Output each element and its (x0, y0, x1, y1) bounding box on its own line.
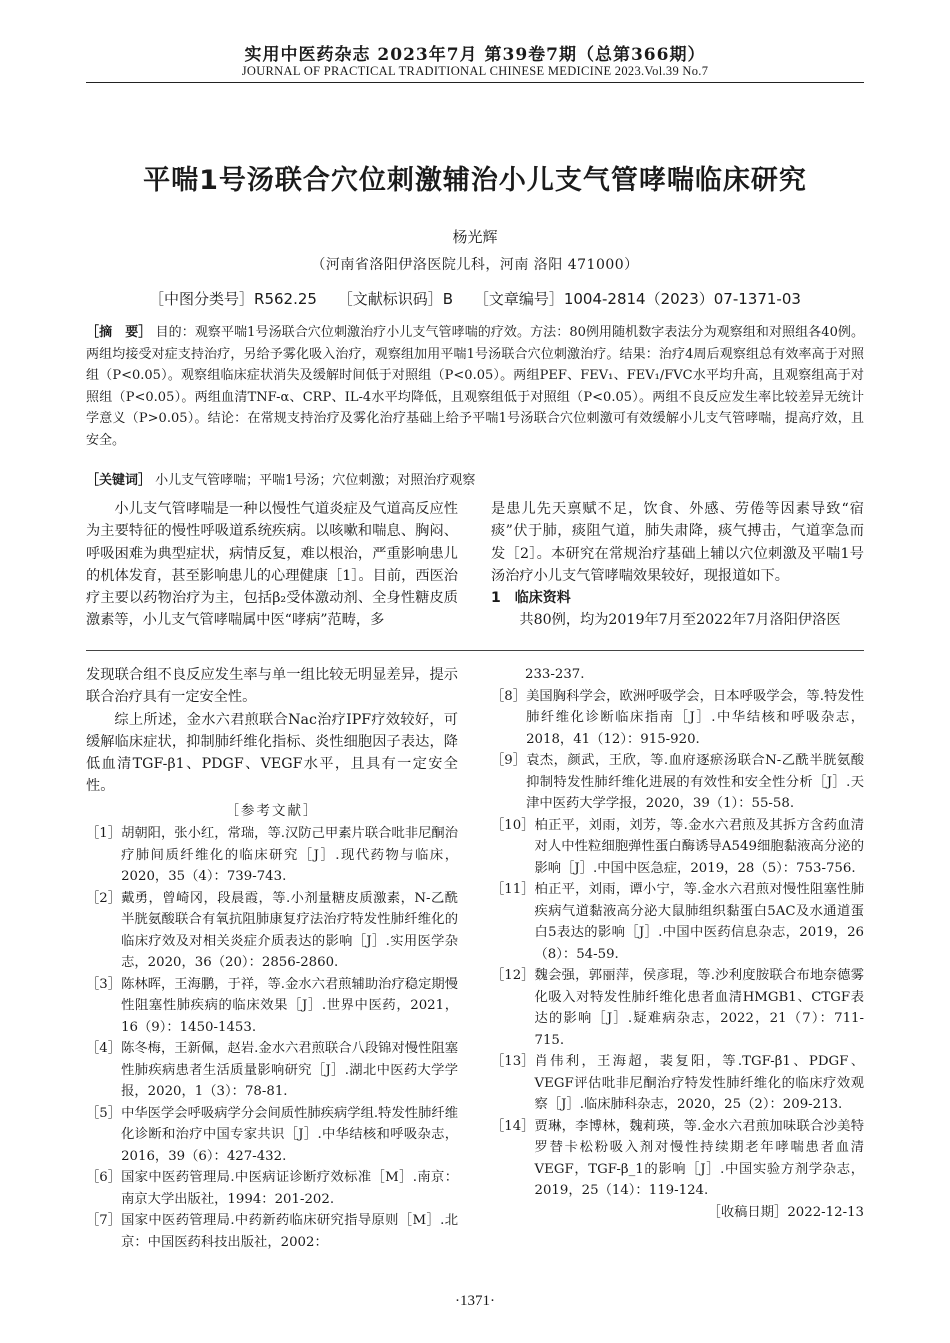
lower-right-column (491, 664, 864, 1223)
reference-text: 陈冬梅，王新佩，赵岩.金水六君煎联合八段锦对慢性阻塞性肺疾病患者生活质量影响研究［J］.湖北中医药大学学报，2020，1（3）：78-81. (121, 1041, 458, 1100)
abstract (86, 322, 864, 451)
reference-item (491, 750, 864, 815)
reference-text: 魏会强，郭丽萍，侯彦琨，等.沙利度胺联合布地奈德雾化吸入对特发性肺纤维化患者血清HMGB1、CTGF表达的影响［J］.疑难病杂志，2022，21（7）：711-715. (534, 968, 864, 1048)
reference-item (86, 1038, 458, 1103)
reference-item (86, 974, 458, 1039)
reference-item (491, 1051, 864, 1116)
reference-list-right (491, 686, 864, 1202)
reference-item (491, 815, 864, 880)
reference-item (86, 1167, 458, 1210)
reference-item (86, 823, 458, 888)
classification-line (0, 288, 950, 309)
reference-text: 柏正平，刘雨，谭小宁，等.金水六君煎对慢性阻塞性肺疾病气道黏液高分泌大鼠肺组织黏蛋白5AC及水通道蛋白5表达的影响［J］.中国中医药信息杂志，2019，26（8）：54-59. (534, 882, 864, 962)
reference-number: ［11］ (491, 882, 535, 897)
reference-number: ［12］ (491, 968, 535, 983)
reference-number: ［10］ (491, 817, 535, 833)
reference-text: 戴勇，曾崎冈，段晨霞，等.小剂量糖皮质激素，N-乙酰半胱氨酸联合有氧抗阻肺康复疗法治疗特发性肺纤维化的临床疗效及对相关炎症介质表达的影响［J］.实用医学杂志，2020，36（20）：2856-2860. (121, 890, 458, 971)
intro-paragraph: 小儿支气管哮喘是一种以慢性气道炎症及气道高反应性为主要特征的慢性呼吸道系统疾病。以咳嗽和喘息、胸闷、呼吸困难为典型症状，病情反复，难以根治，严重影响患儿的机体发育，甚至影响患儿的心理健康［1］。目前，西医治疗主要以药物治疗为主，包括β₂受体激动剂、全身性糖皮质激素等，小儿支气管哮喘属中医“哮病”范畴，多 (86, 501, 458, 629)
keywords (86, 470, 864, 491)
intro-paragraph-continued: 是患儿先天禀赋不足，饮食、外感、劳倦等因素导致“宿痰”伏于肺，痰阻气道，肺失肃降，痰气搏击，气道挛急而发［2］。本研究在常规治疗基础上辅以穴位刺激及平喘1号汤治疗小儿支气管哮喘效果较好，现报道如下。 (491, 501, 864, 584)
reference-item (491, 686, 864, 751)
reference-text: 贾琳，李博林，魏莉瑛，等.金水六君煎加味联合沙美特罗替卡松粉吸入剂对慢性持续期老年哮喘患者血清VEGF，TGF-β_1的影响［J］.中国实验方剂学杂志，2019，25（14）：119-124. (534, 1118, 864, 1198)
reference-item (491, 965, 864, 1051)
page-number: ·1371· (455, 1293, 495, 1309)
reference-item (491, 879, 864, 965)
reference-text: 胡朝阳，张小红，常瑞，等.汉防己甲素片联合吡非尼酮治疗肺间质纤维化的临床研究［J］.现代药物与临床，2020，35（4）：739-743. (121, 826, 458, 885)
reference-number: ［4］ (86, 1041, 122, 1057)
reference-text: 陈林晖，王海鹏，于祥，等.金水六君煎辅助治疗稳定期慢性阻塞性肺疾病的临床效果［J］.世界中医药，2021，16（9）：1450-1453. (121, 976, 458, 1035)
document-code: ［文献标识码］B (337, 290, 454, 308)
reference-number: ［7］ (86, 1213, 122, 1229)
section-paragraph: 共80例，均为2019年7月至2022年7月洛阳伊洛医 (519, 612, 841, 629)
reference-text: 国家中医药管理局.中医病证诊断疗效标准［M］.南京：南京大学出版社，1994：201-202. (121, 1170, 458, 1207)
reference-text: 肖伟利，王海超，裴复阳，等.TGF-β1、PDGF、VEGF评估吡非尼酮治疗特发性肺纤维化的临床疗效观察［J］.临床肺科杂志，2020，25（2）：209-213. (534, 1054, 864, 1112)
continuation-paragraph: 发现联合组不良反应发生率与单一组比较无明显差异，提示联合治疗具有一定安全性。 (86, 667, 458, 706)
article-number: ［文章编号］1004-2814（2023）07-1371-03 (473, 290, 801, 308)
section-divider (86, 650, 864, 651)
reference-number: ［5］ (86, 1105, 122, 1121)
reference-item (86, 1210, 458, 1253)
reference-text: 国家中医药管理局.中药新药临床研究指导原则［M］.北京：中国医药科技出版社，2002： (121, 1213, 458, 1250)
reference-item (86, 1103, 458, 1168)
intro-right-column (491, 498, 864, 632)
reference-number: ［13］ (491, 1054, 535, 1069)
reference-number: ［6］ (86, 1170, 122, 1186)
reference-text: 柏正平，刘雨，刘芳，等.金水六君煎及其拆方含药血清对人中性粒细胞弹性蛋白酶诱导A549细胞黏液高分泌的影响［J］.中国中医急症，2019，28（5）：753-756. (534, 817, 864, 876)
reference-number: ［9］ (491, 753, 527, 768)
reference-text: 美国胸科学会，欧洲呼吸学会，日本呼吸学会，等.特发性肺纤维化诊断临床指南［J］.中华结核和呼吸杂志，2018，41（12）：915-920. (526, 688, 864, 747)
reference-number: ［1］ (86, 826, 122, 842)
author: 杨光辉 (452, 228, 498, 246)
journal-header-cn: 实用中医药杂志 2023年7月 第39卷7期（总第366期） (244, 45, 706, 65)
keywords-label: ［关键词］ (86, 473, 152, 488)
references-heading: ［参考文献］ (225, 802, 319, 819)
conclusion-paragraph: 综上所述，金水六君煎联合Nac治疗IPF疗效较好，可缓解临床症状，抑制肺纤维化指标、炎性细胞因子表达，降低血清TGF-β1、PDGF、VEGF水平，且具有一定安全性。 (86, 711, 458, 795)
reference-item (86, 888, 458, 974)
header-rule (86, 82, 864, 83)
journal-header-en: JOURNAL OF PRACTICAL TRADITIONAL CHINESE MEDICINE 2023.Vol.39 No.7 (241, 64, 709, 78)
reference-number: ［3］ (86, 976, 122, 992)
reference-text: 中华医学会呼吸病学分会间质性肺疾病学组.特发性肺纤维化诊断和治疗中国专家共识［J］.中华结核和呼吸杂志，2016，39（6）：427-432. (121, 1105, 458, 1164)
article-title: 平喘1号汤联合穴位刺激辅治小儿支气管哮喘临床研究 (143, 165, 807, 196)
affiliation: （河南省洛阳伊洛医院儿科，河南 洛阳 471000） (311, 257, 639, 273)
reference-item (491, 1116, 864, 1202)
reference-continuation: 233-237. (525, 667, 585, 682)
reference-number: ［14］ (491, 1118, 535, 1134)
reference-number: ［8］ (491, 688, 527, 704)
intro-left-column (86, 498, 458, 632)
reference-list-left (86, 823, 458, 1253)
clc-number: ［中图分类号］R562.25 (149, 290, 317, 308)
abstract-label: ［摘 要］ (86, 325, 152, 340)
reference-text: 袁杰，颜武，王欣，等.血府逐瘀汤联合N-乙酰半胱氨酸抑制特发性肺纤维化进展的有效性和安全性分析［J］.天津中医药大学学报，2020，39（1）：55-58. (526, 753, 864, 811)
reference-number: ［2］ (86, 890, 122, 906)
keywords-text: 小儿支气管哮喘；平喘1号汤；穴位刺激；对照治疗观察 (155, 473, 476, 488)
received-date: ［收稿日期］2022-12-13 (707, 1204, 864, 1220)
abstract-text: 目的：观察平喘1号汤联合穴位刺激治疗小儿支气管哮喘的疗效。方法：80例用随机数字表法分为观察组和对照组各40例。两组均接受对症支持治疗，另给予雾化吸入治疗，观察组加用平喘1号汤联合穴位刺激治疗。结果：治疗4周后观察组总有效率高于对照组（P<0.05）。观察组临床症状消失及缓解时间低于对照组（P<0.05）。两组PEF、FEV₁、FEV₁/FVC水平均升高，且观察组高于对照组（P<0.05）。两组血清TNF-α、CRP、IL-4水平均降低，且观察组低于对照组（P<0.05）。两组不良反应发生率比较差异无统计学意义（P>0.05）。结论：在常规支持治疗及雾化治疗基础上给予平喘1号汤联合穴位刺激可有效缓解小儿支气管哮喘，提高疗效，且安全。 (86, 325, 864, 448)
lower-left-column (86, 664, 458, 1253)
section-heading: 1 临床资料 (491, 590, 571, 607)
